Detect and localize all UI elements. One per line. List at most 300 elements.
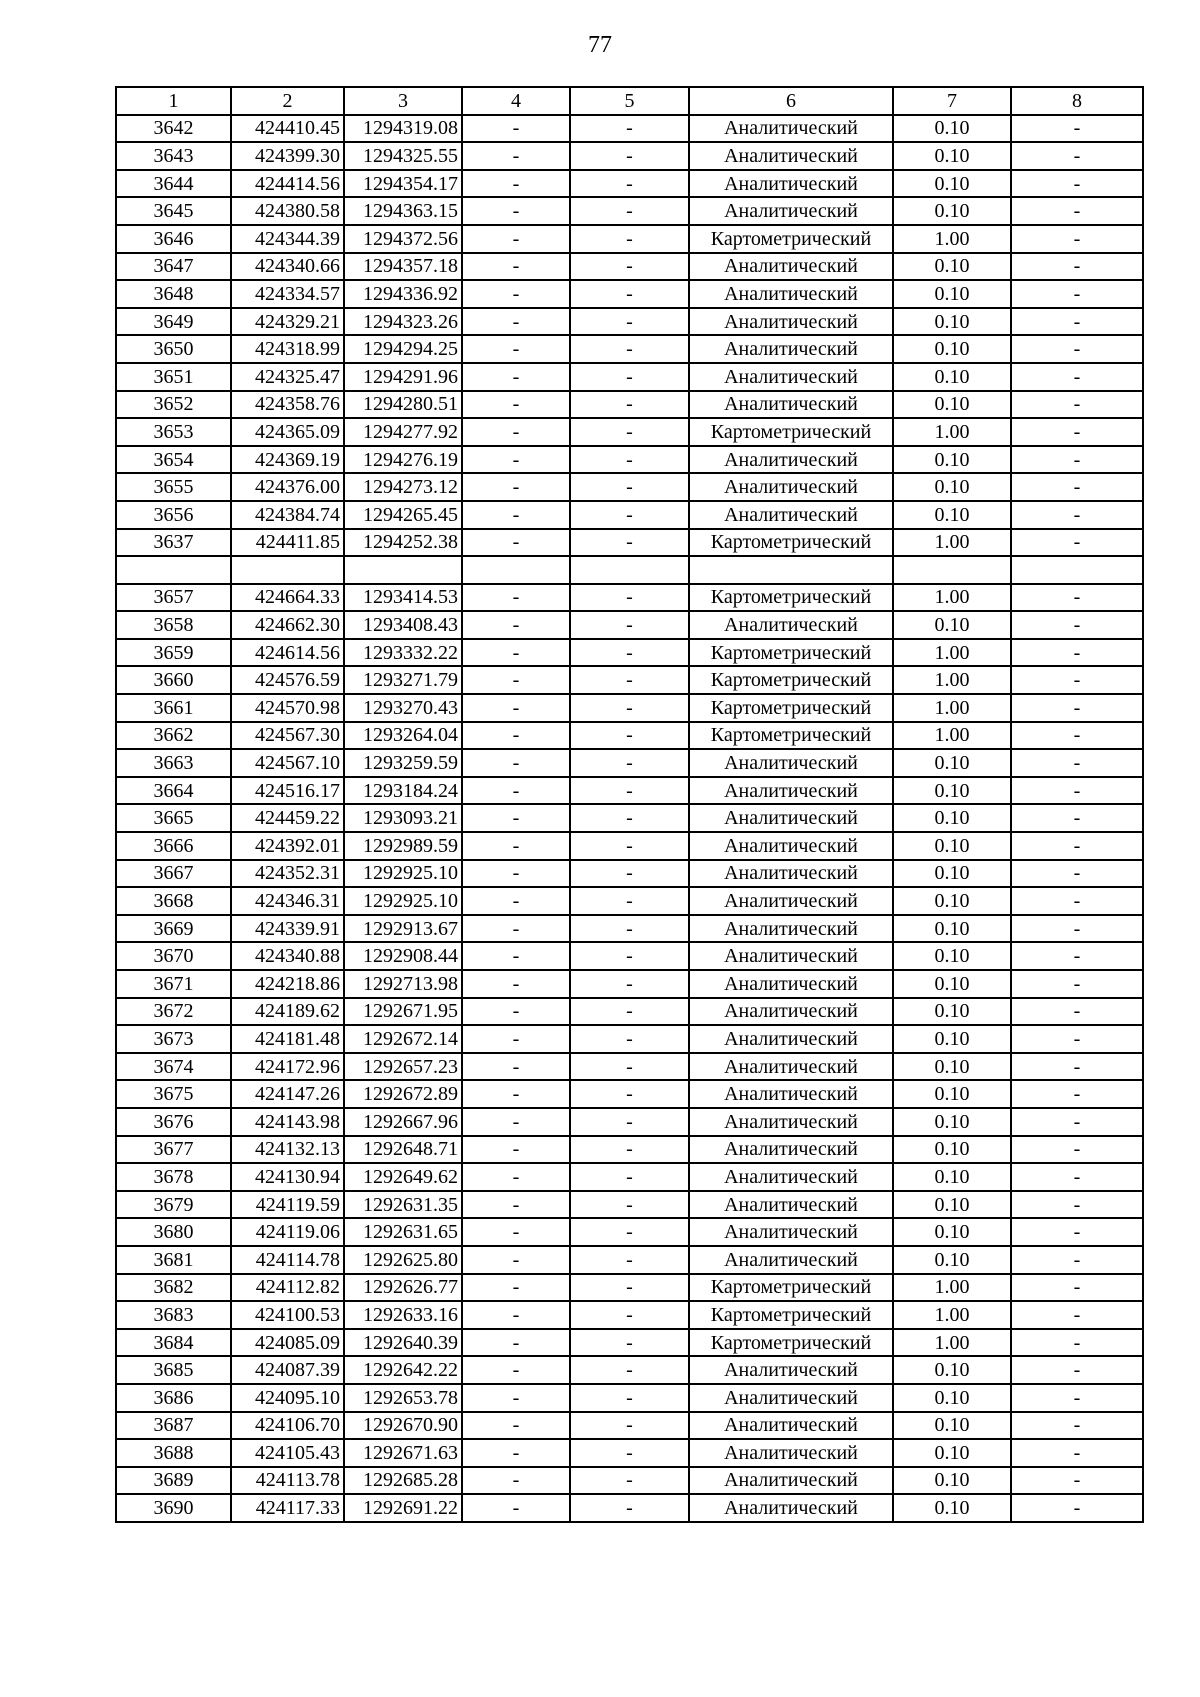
table-cell: 3643 [116, 142, 231, 170]
table-cell: - [1011, 1274, 1143, 1302]
table-cell: 0.10 [893, 1412, 1011, 1440]
table-cell: 3644 [116, 170, 231, 198]
table-row [116, 749, 1143, 777]
table-cell: - [1011, 832, 1143, 860]
table-cell: - [570, 942, 689, 970]
table-cell: 3657 [116, 584, 231, 612]
table-row [116, 1412, 1143, 1440]
table-cell: - [570, 1163, 689, 1191]
table-cell: Аналитический [689, 501, 893, 529]
table-cell: 424567.30 [231, 722, 344, 750]
table-cell: 1294323.26 [344, 308, 462, 336]
table-cell: 3672 [116, 998, 231, 1026]
table-cell: - [462, 225, 570, 253]
table-cell: - [1011, 1108, 1143, 1136]
table-cell: 1292672.89 [344, 1080, 462, 1108]
table-cell: 1.00 [893, 529, 1011, 557]
table-cell: - [462, 694, 570, 722]
table-cell: - [1011, 170, 1143, 198]
table-cell: 0.10 [893, 446, 1011, 474]
table-cell: - [462, 253, 570, 281]
table-cell: - [462, 749, 570, 777]
table-cell: 3651 [116, 363, 231, 391]
table-row [116, 1384, 1143, 1412]
table-cell: 3661 [116, 694, 231, 722]
table-cell: 424112.82 [231, 1274, 344, 1302]
table-cell: - [570, 501, 689, 529]
table-row [116, 1080, 1143, 1108]
table-cell: - [570, 639, 689, 667]
column-header-7: 7 [893, 87, 1011, 115]
table-row [116, 1218, 1143, 1246]
table-cell: - [570, 1191, 689, 1219]
table-cell: 1292691.22 [344, 1494, 462, 1522]
table-cell: 1292713.98 [344, 970, 462, 998]
table-cell: - [462, 1246, 570, 1274]
table-cell: 3674 [116, 1053, 231, 1081]
table-cell: 1293184.24 [344, 777, 462, 805]
table-row [116, 1494, 1143, 1522]
table-row [116, 860, 1143, 888]
table-cell: - [462, 1080, 570, 1108]
table-cell: Аналитический [689, 391, 893, 419]
table-cell: 0.10 [893, 363, 1011, 391]
table-cell: - [462, 115, 570, 143]
table-cell: 424380.58 [231, 197, 344, 225]
table-cell: 3688 [116, 1439, 231, 1467]
table-cell: - [570, 1136, 689, 1164]
table-row [116, 915, 1143, 943]
table-cell: 424576.59 [231, 666, 344, 694]
table-cell: - [462, 777, 570, 805]
table-cell: Аналитический [689, 942, 893, 970]
table-cell: 424181.48 [231, 1025, 344, 1053]
table-cell: - [1011, 1080, 1143, 1108]
table-row [116, 1191, 1143, 1219]
table-cell: 424662.30 [231, 611, 344, 639]
table-cell: Аналитический [689, 280, 893, 308]
table-cell: - [1011, 473, 1143, 501]
table-cell: - [1011, 1301, 1143, 1329]
table-cell: Аналитический [689, 363, 893, 391]
table-cell: - [1011, 1384, 1143, 1412]
table-cell: 0.10 [893, 1025, 1011, 1053]
table-cell: 0.10 [893, 391, 1011, 419]
table-cell: 3637 [116, 529, 231, 557]
table-cell: Аналитический [689, 749, 893, 777]
table-cell: Аналитический [689, 308, 893, 336]
table-cell: 1.00 [893, 1274, 1011, 1302]
table-cell: Аналитический [689, 115, 893, 143]
table-cell: - [570, 860, 689, 888]
table-cell: 3669 [116, 915, 231, 943]
table-cell: - [1011, 115, 1143, 143]
table-row [116, 998, 1143, 1026]
table-cell: 424392.01 [231, 832, 344, 860]
table-row [116, 777, 1143, 805]
table-cell: - [570, 832, 689, 860]
table-cell: - [462, 418, 570, 446]
table-cell: 1294276.19 [344, 446, 462, 474]
table-cell: 3681 [116, 1246, 231, 1274]
table-row [116, 611, 1143, 639]
table-cell: 3645 [116, 197, 231, 225]
table-cell: - [1011, 1191, 1143, 1219]
table-cell: - [462, 1191, 570, 1219]
table-cell: - [462, 529, 570, 557]
table-cell: - [1011, 1025, 1143, 1053]
table-cell: 3677 [116, 1136, 231, 1164]
table-cell: - [1011, 998, 1143, 1026]
table-cell: 3682 [116, 1274, 231, 1302]
table-cell: - [570, 722, 689, 750]
table-cell: Картометрический [689, 639, 893, 667]
table-cell: Аналитический [689, 1412, 893, 1440]
table-cell: 424087.39 [231, 1356, 344, 1384]
table-cell: 424114.78 [231, 1246, 344, 1274]
table-cell: 0.10 [893, 942, 1011, 970]
table-cell: 1292908.44 [344, 942, 462, 970]
table-cell: - [462, 170, 570, 198]
table-cell: 424346.31 [231, 887, 344, 915]
table-cell: 3668 [116, 887, 231, 915]
table-cell: 1.00 [893, 1301, 1011, 1329]
table-cell: 1292631.65 [344, 1218, 462, 1246]
table-cell: - [570, 446, 689, 474]
table-cell: Аналитический [689, 1136, 893, 1164]
table-row [116, 115, 1143, 143]
table-cell: Картометрический [689, 225, 893, 253]
table-row [116, 1274, 1143, 1302]
table-row [116, 666, 1143, 694]
table-cell: - [1011, 142, 1143, 170]
table-cell: 0.10 [893, 1384, 1011, 1412]
table-cell: 0.10 [893, 1080, 1011, 1108]
table-cell: 424132.13 [231, 1136, 344, 1164]
table-cell: - [462, 639, 570, 667]
table-cell: 0.10 [893, 970, 1011, 998]
table-cell: 424376.00 [231, 473, 344, 501]
table-cell: 424352.31 [231, 860, 344, 888]
table-cell: 1293270.43 [344, 694, 462, 722]
table-cell: 1.00 [893, 1329, 1011, 1357]
table-cell: - [570, 363, 689, 391]
table-cell: 3666 [116, 832, 231, 860]
table-cell: Аналитический [689, 970, 893, 998]
table-cell: 0.10 [893, 1191, 1011, 1219]
table-cell: - [1011, 666, 1143, 694]
table-cell: 0.10 [893, 1494, 1011, 1522]
table-cell: Аналитический [689, 887, 893, 915]
table-cell: 3658 [116, 611, 231, 639]
table-row [116, 1246, 1143, 1274]
table-cell: Картометрический [689, 694, 893, 722]
table-cell: - [462, 308, 570, 336]
table-cell: - [462, 1356, 570, 1384]
table-cell: Аналитический [689, 1191, 893, 1219]
table-cell: - [462, 1274, 570, 1302]
table-cell: 424318.99 [231, 335, 344, 363]
table-cell: 0.10 [893, 280, 1011, 308]
table-cell: - [570, 473, 689, 501]
table-cell: - [462, 1384, 570, 1412]
table-cell: - [1011, 446, 1143, 474]
table-cell: - [462, 1301, 570, 1329]
table-cell [116, 556, 231, 584]
table-cell: Картометрический [689, 529, 893, 557]
table-cell: 3670 [116, 942, 231, 970]
table-cell: - [1011, 363, 1143, 391]
table-cell: - [1011, 915, 1143, 943]
table-cell: - [1011, 225, 1143, 253]
table-cell: 424339.91 [231, 915, 344, 943]
table-cell: 1294354.17 [344, 170, 462, 198]
table-cell: Аналитический [689, 1218, 893, 1246]
table-cell: - [1011, 335, 1143, 363]
table-cell: 1293093.21 [344, 804, 462, 832]
table-cell: 0.10 [893, 1136, 1011, 1164]
table-cell: - [1011, 1356, 1143, 1384]
table-cell: 0.10 [893, 749, 1011, 777]
table-cell: 1292672.14 [344, 1025, 462, 1053]
table-row [116, 639, 1143, 667]
table-cell: - [462, 942, 570, 970]
table-cell: 1294291.96 [344, 363, 462, 391]
table-cell: 1294325.55 [344, 142, 462, 170]
table-cell: Аналитический [689, 1467, 893, 1495]
table-cell: - [570, 777, 689, 805]
table-cell: - [570, 1329, 689, 1357]
table-cell: - [1011, 501, 1143, 529]
table-cell: - [1011, 1136, 1143, 1164]
table-cell: 1292649.62 [344, 1163, 462, 1191]
table-cell: - [570, 1274, 689, 1302]
table-cell: 3642 [116, 115, 231, 143]
table-cell: - [462, 1412, 570, 1440]
table-cell: 3652 [116, 391, 231, 419]
table-cell: 424664.33 [231, 584, 344, 612]
table-cell: - [570, 1053, 689, 1081]
table-cell: 0.10 [893, 335, 1011, 363]
table-cell: - [570, 197, 689, 225]
table-row [116, 253, 1143, 281]
table-cell: 3689 [116, 1467, 231, 1495]
table-cell: - [570, 804, 689, 832]
table-cell: 424119.59 [231, 1191, 344, 1219]
table-row [116, 446, 1143, 474]
table-cell: - [570, 749, 689, 777]
table-cell: 3684 [116, 1329, 231, 1357]
table-cell: 3660 [116, 666, 231, 694]
table-row [116, 529, 1143, 557]
table-cell: - [570, 694, 689, 722]
table-row [116, 335, 1143, 363]
table-cell: 1292625.80 [344, 1246, 462, 1274]
table-cell: - [1011, 887, 1143, 915]
table-cell: 3685 [116, 1356, 231, 1384]
table-cell: 0.10 [893, 832, 1011, 860]
table-cell: - [570, 1108, 689, 1136]
table-cell: - [1011, 611, 1143, 639]
table-cell: 0.10 [893, 915, 1011, 943]
table-cell: - [570, 887, 689, 915]
table-cell: 424113.78 [231, 1467, 344, 1495]
table-cell: Картометрический [689, 584, 893, 612]
table-cell: 3671 [116, 970, 231, 998]
table-cell: 3690 [116, 1494, 231, 1522]
table-cell: 424329.21 [231, 308, 344, 336]
table-cell: - [462, 1025, 570, 1053]
table-cell: 0.10 [893, 887, 1011, 915]
table-cell: 424567.10 [231, 749, 344, 777]
table-cell: 424189.62 [231, 998, 344, 1026]
table-cell: 3664 [116, 777, 231, 805]
table-cell: Аналитический [689, 335, 893, 363]
table-cell: - [570, 1218, 689, 1246]
table-cell: - [570, 335, 689, 363]
table-cell: 0.10 [893, 253, 1011, 281]
table-cell: - [462, 1439, 570, 1467]
table-cell: 3650 [116, 335, 231, 363]
table-row [116, 142, 1143, 170]
table-cell: 0.10 [893, 1218, 1011, 1246]
table-cell: - [570, 915, 689, 943]
table-cell: Аналитический [689, 1025, 893, 1053]
table-cell: - [570, 115, 689, 143]
table-row [116, 501, 1143, 529]
table-row [116, 1356, 1143, 1384]
table-cell: - [462, 391, 570, 419]
table-cell: 424570.98 [231, 694, 344, 722]
table-cell: - [570, 1439, 689, 1467]
column-header-4: 4 [462, 87, 570, 115]
table-row [116, 1053, 1143, 1081]
column-header-8: 8 [1011, 87, 1143, 115]
table-cell: - [570, 998, 689, 1026]
table-cell: Аналитический [689, 1080, 893, 1108]
table-cell: 1294363.15 [344, 197, 462, 225]
table-row [116, 418, 1143, 446]
table-cell: 424130.94 [231, 1163, 344, 1191]
table-cell: - [462, 1136, 570, 1164]
table-cell: 3659 [116, 639, 231, 667]
table-cell: 0.10 [893, 1246, 1011, 1274]
table-cell: Аналитический [689, 860, 893, 888]
table-cell: 3686 [116, 1384, 231, 1412]
table-cell: 3649 [116, 308, 231, 336]
table-cell: 0.10 [893, 142, 1011, 170]
table-cell: 1293271.79 [344, 666, 462, 694]
table-cell: 0.10 [893, 1356, 1011, 1384]
table-cell: 3662 [116, 722, 231, 750]
table-cell: - [570, 170, 689, 198]
table-cell: 0.10 [893, 1439, 1011, 1467]
table-cell: 1.00 [893, 639, 1011, 667]
table-row [116, 1301, 1143, 1329]
table-cell [462, 556, 570, 584]
table-cell: - [570, 970, 689, 998]
table-cell: 1.00 [893, 694, 1011, 722]
table-cell: - [570, 1025, 689, 1053]
table-cell: - [1011, 1439, 1143, 1467]
table-cell [344, 556, 462, 584]
table-cell: - [462, 1053, 570, 1081]
table-row [116, 887, 1143, 915]
table-cell: - [462, 832, 570, 860]
table-cell: - [570, 225, 689, 253]
column-header-1: 1 [116, 87, 231, 115]
table-row [116, 170, 1143, 198]
table-cell: 1.00 [893, 722, 1011, 750]
table-cell: - [570, 308, 689, 336]
table-cell: 1294280.51 [344, 391, 462, 419]
table-cell: 424117.33 [231, 1494, 344, 1522]
table-cell: - [570, 666, 689, 694]
table-cell: - [1011, 280, 1143, 308]
table-cell [893, 556, 1011, 584]
table-cell: 1294319.08 [344, 115, 462, 143]
table-row [116, 225, 1143, 253]
table-cell: 0.10 [893, 1108, 1011, 1136]
table-cell: 424119.06 [231, 1218, 344, 1246]
table-row [116, 391, 1143, 419]
table-cell: 0.10 [893, 501, 1011, 529]
table-cell: - [462, 584, 570, 612]
table-cell: 1292626.77 [344, 1274, 462, 1302]
table-cell: - [570, 1494, 689, 1522]
table-cell: Картометрический [689, 1274, 893, 1302]
table-cell: 424414.56 [231, 170, 344, 198]
table-cell: 424085.09 [231, 1329, 344, 1357]
table-cell [1011, 556, 1143, 584]
table-cell: 424143.98 [231, 1108, 344, 1136]
table-cell: 1292667.96 [344, 1108, 462, 1136]
table-row [116, 1136, 1143, 1164]
table-cell: 1294277.92 [344, 418, 462, 446]
table-cell: - [462, 804, 570, 832]
table-cell: - [462, 998, 570, 1026]
table-cell: - [570, 1301, 689, 1329]
table-cell: - [1011, 1053, 1143, 1081]
table-row [116, 1025, 1143, 1053]
table-cell: 3646 [116, 225, 231, 253]
table-cell: Аналитический [689, 1053, 893, 1081]
table-cell: - [462, 970, 570, 998]
table-cell: Аналитический [689, 197, 893, 225]
column-header-6: 6 [689, 87, 893, 115]
table-cell: Картометрический [689, 722, 893, 750]
table-cell: 424147.26 [231, 1080, 344, 1108]
table-cell: 3648 [116, 280, 231, 308]
table-cell: - [570, 1412, 689, 1440]
table-cell: 424411.85 [231, 529, 344, 557]
table-cell: 1293414.53 [344, 584, 462, 612]
table-cell: 1292989.59 [344, 832, 462, 860]
table-cell: 0.10 [893, 1467, 1011, 1495]
table-row [116, 363, 1143, 391]
table-cell: 3647 [116, 253, 231, 281]
table-cell: - [1011, 1494, 1143, 1522]
table-cell: 0.10 [893, 860, 1011, 888]
table-cell: Картометрический [689, 418, 893, 446]
table-cell: - [570, 529, 689, 557]
table-cell: 1292653.78 [344, 1384, 462, 1412]
table-cell: - [462, 1494, 570, 1522]
table-cell: 3665 [116, 804, 231, 832]
table-cell: Аналитический [689, 253, 893, 281]
table-cell: - [570, 1467, 689, 1495]
table-cell: Аналитический [689, 915, 893, 943]
